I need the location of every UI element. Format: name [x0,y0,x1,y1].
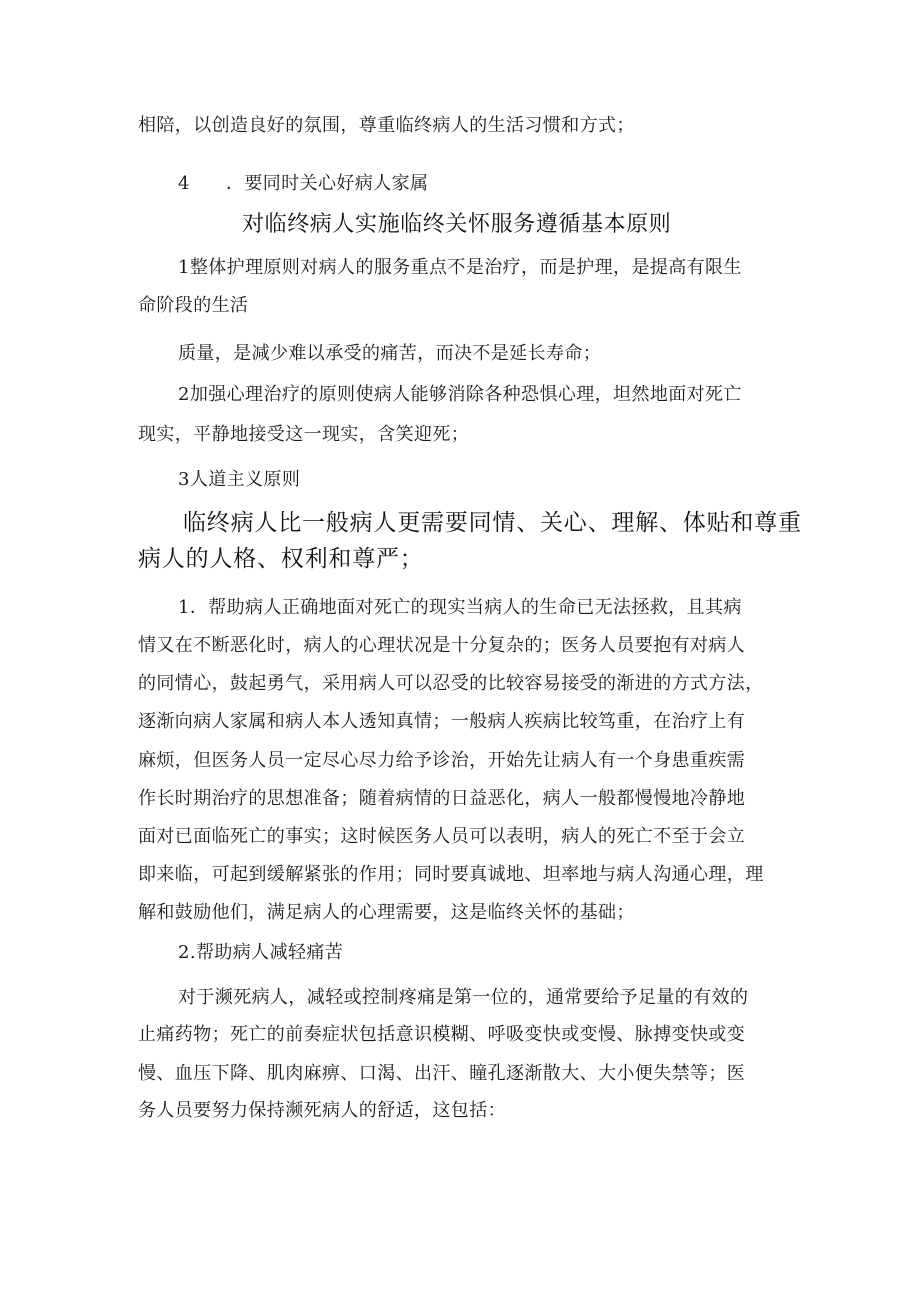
emphasis-line-2: 病人的人格、权利和尊严； [138,546,424,572]
principle-3-title: 3人道主义原则 [178,469,301,490]
help-2-line-3: 慢、血压下降、肌肉麻痹、口渴、出汗、瞳孔逐渐散大、大小便失禁等；医 [138,1063,746,1084]
principle-1-line-3: 质量，是减少难以承受的痛苦，而决不是延长寿命； [178,343,602,364]
help-1-line-3: 的同情心，鼓起勇气，采用病人可以忍受的比较容易接受的渐进的方式方法， [138,673,764,694]
section-title: 对临终病人实施临终关怀服务遵循基本原则 [242,212,672,237]
principle-1-line-1: 1整体护理原则对病人的服务重点不是治疗，而是护理，是提高有限生 [178,257,742,278]
list-item-number: 4 [178,173,190,194]
help-2-title: 2.帮助病人减轻痛苦 [178,942,344,963]
principle-1-line-2: 命阶段的生活 [138,295,249,316]
principle-2-line-2: 现实，平静地接受这一现实，含笑迎死； [138,424,470,445]
help-1-line-4: 逐渐向病人家属和病人本人透知真情；一般病人疾病比较笃重，在治疗上有 [138,711,746,732]
top-continuation-text: 相陪，以创造良好的氛围，尊重临终病人的生活习惯和方式； [138,115,635,136]
help-1-line-9: 解和鼓励他们，满足病人的心理需要，这是临终关怀的基础； [138,902,635,923]
help-2-line-4: 务人员要努力保持濒死病人的舒适，这包括： [138,1100,506,1121]
help-1-line-6: 作长时期治疗的思想准备；随着病情的日益恶化，病人一般都慢慢地冷静地 [138,788,746,809]
principle-2-line-1: 2加强心理治疗的原则使病人能够消除各种恐惧心理，坦然地面对死亡 [178,384,742,405]
help-1-line-5: 麻烦，但医务人员一定尽心尽力给予诊治，开始先让病人有一个身患重疾需 [138,750,746,771]
help-1-line-7: 面对已面临死亡的事实；这时候医务人员可以表明，病人的死亡不至于会立 [138,826,746,847]
help-2-line-1: 对于濒死病人，减轻或控制疼痛是第一位的，通常要给予足量的有效的 [178,987,749,1008]
help-2-line-2: 止痛药物；死亡的前奏症状包括意识模糊、呼吸变快或变慢、脉搏变快或变 [138,1024,746,1045]
help-1-line-8: 即来临，可起到缓解紧张的作用；同时要真诚地、坦率地与病人沟通心理，理 [138,864,764,885]
help-1-line-2: 情又在不断恶化时，病人的心理状况是十分复杂的；医务人员要抱有对病人 [138,635,746,656]
help-1-line-1: 1．帮助病人正确地面对死亡的现实当病人的生命已无法拯救，且其病 [178,597,742,618]
list-item-text: ．要同时关心好病人家属 [226,173,429,194]
list-item-4 [178,172,838,196]
emphasis-line-1: 临终病人比一般病人更需要同情、关心、理解、体贴和尊重 [183,510,802,536]
